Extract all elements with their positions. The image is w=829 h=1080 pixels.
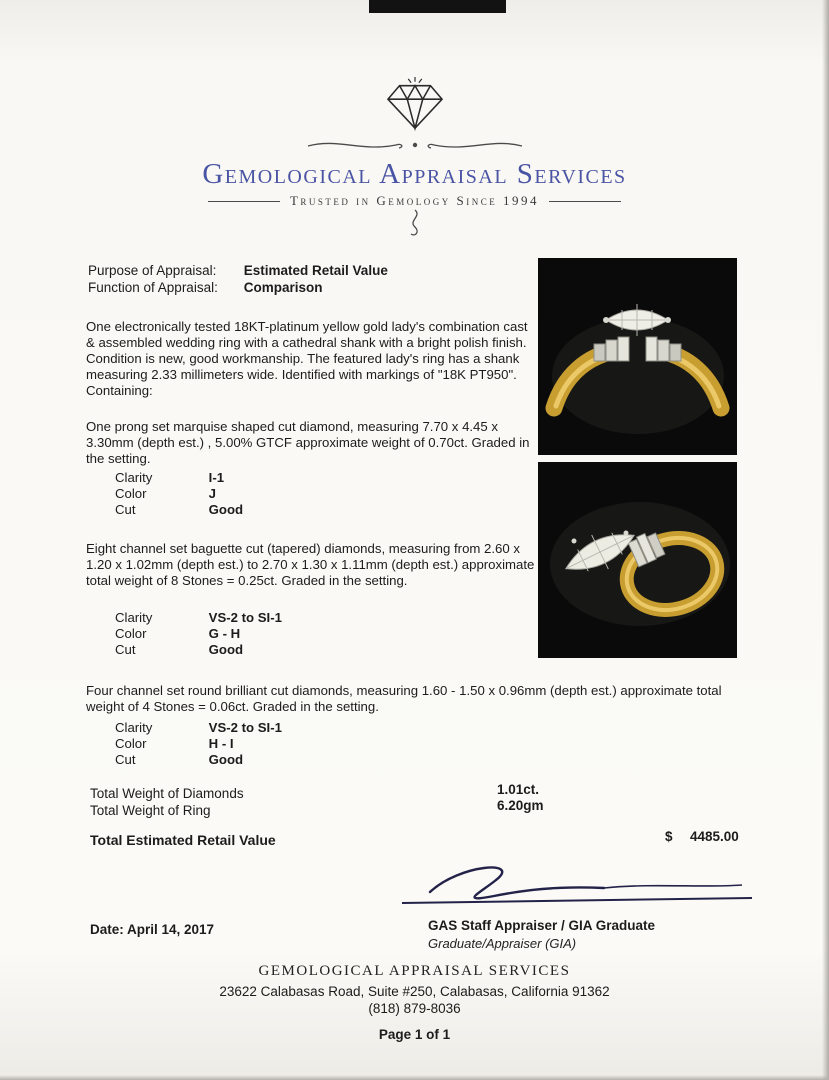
- color-value: G - H: [208, 626, 241, 641]
- brand-tagline: Trusted in Gemology Since 1994: [289, 193, 540, 208]
- grade-row-clarity: [115, 610, 282, 626]
- footer-phone: (818) 879-8036: [368, 1001, 461, 1016]
- cut-label: Cut: [115, 752, 136, 767]
- page-number: Page 1 of 1: [378, 1027, 451, 1042]
- scan-edge-bottom: [0, 1075, 829, 1080]
- grade-row-clarity: [115, 470, 243, 486]
- currency-symbol: $: [665, 829, 673, 844]
- purpose-label: Purpose of Appraisal:: [88, 263, 217, 278]
- appraiser-signature: [400, 858, 756, 913]
- function-value: Comparison: [243, 280, 323, 295]
- diamond-logo-icon: [382, 122, 448, 137]
- scroll-ornament-icon: [0, 137, 829, 156]
- clarity-value: VS-2 to SI-1: [208, 720, 282, 735]
- stone-3-description: Four channel set round brilliant cut diamonds, measuring 1.60 - 1.50 x 0.96mm (depth est.) approximate total weight of 4 Stones = 0.06ct. Graded in the setting.: [86, 683, 722, 715]
- retail-value-amount: 4485.00: [690, 829, 739, 844]
- appraiser-subtitle: Graduate/Appraiser (GIA): [428, 936, 577, 951]
- cut-label: Cut: [115, 642, 136, 657]
- grade-row-cut: [115, 642, 282, 658]
- total-diamonds-label: Total Weight of Diamonds: [90, 786, 244, 801]
- clarity-label: Clarity: [115, 610, 153, 625]
- color-value: J: [208, 486, 217, 501]
- clarity-label: Clarity: [115, 470, 153, 485]
- stone-2-grades: [115, 610, 282, 658]
- purpose-row: [88, 263, 388, 278]
- cut-value: Good: [208, 752, 244, 767]
- ring-photo-front-view: [538, 258, 737, 455]
- appraiser-title: GAS Staff Appraiser / GIA Graduate: [428, 918, 656, 933]
- clarity-value: VS-2 to SI-1: [208, 610, 282, 625]
- color-value: H - I: [208, 736, 234, 751]
- clarity-value: I-1: [208, 470, 225, 485]
- retail-value-label: Total Estimated Retail Value: [90, 832, 276, 848]
- total-diamonds-value: 1.01ct.: [497, 782, 540, 797]
- footer-address: 23622 Calabasas Road, Suite #250, Calabasas, California 91362: [219, 984, 610, 999]
- ring-description: One electronically tested 18KT-platinum yellow gold lady's combination cast & assembled wedding ring with a cathedral shank with a bright polish finish. Condition is new, good workmanship. The featured lady's ring has a shank measuring 2.33 millimeters wide. Identified with markings of "18K PT950". Containing:: [86, 319, 528, 399]
- cut-value: Good: [208, 642, 244, 657]
- color-label: Color: [115, 486, 147, 501]
- total-ring-label: Total Weight of Ring: [90, 803, 211, 818]
- color-label: Color: [115, 626, 147, 641]
- cut-value: Good: [208, 502, 244, 517]
- bottom-flourish-icon: [0, 209, 829, 242]
- tagline-rule-right: [549, 201, 621, 202]
- color-label: Color: [115, 736, 147, 751]
- stone-2-description: Eight channel set baguette cut (tapered) diamonds, measuring from 2.60 x 1.20 x 1.02mm (depth est.) to 2.70 x 1.30 x 1.11mm (depth est.) approximate total weight of 8 Stones = 0.25ct. Graded in the setting.: [86, 541, 535, 589]
- total-ring-value: 6.20gm: [497, 798, 544, 813]
- footer-company-name: GEMOLOGICAL APPRAISAL SERVICES: [258, 963, 571, 979]
- grade-row-cut: [115, 502, 243, 518]
- grade-row-color: [115, 736, 282, 752]
- header-logo: [0, 76, 829, 242]
- purpose-value: Estimated Retail Value: [243, 263, 388, 278]
- function-row: [88, 280, 323, 295]
- grade-row-clarity: [115, 720, 282, 736]
- brand-name: Gemological Appraisal Services: [202, 158, 627, 190]
- grade-row-color: [115, 626, 282, 642]
- appraisal-date: Date: April 14, 2017: [90, 922, 215, 937]
- stone-1-grades: [115, 470, 243, 518]
- ring-photo-angled-view: [538, 462, 737, 658]
- function-label: Function of Appraisal:: [88, 280, 218, 295]
- stone-1-description: One prong set marquise shaped cut diamond, measuring 7.70 x 4.45 x 3.30mm (depth est.) , 5.00% GTCF approximate weight of 0.70ct. Graded in the setting.: [86, 419, 530, 467]
- cut-label: Cut: [115, 502, 136, 517]
- grade-row-cut: [115, 752, 282, 768]
- clarity-label: Clarity: [115, 720, 153, 735]
- scan-artifact-bar: [369, 0, 506, 13]
- grade-row-color: [115, 486, 243, 502]
- stone-3-grades: [115, 720, 282, 768]
- tagline-rule-left: [208, 201, 280, 202]
